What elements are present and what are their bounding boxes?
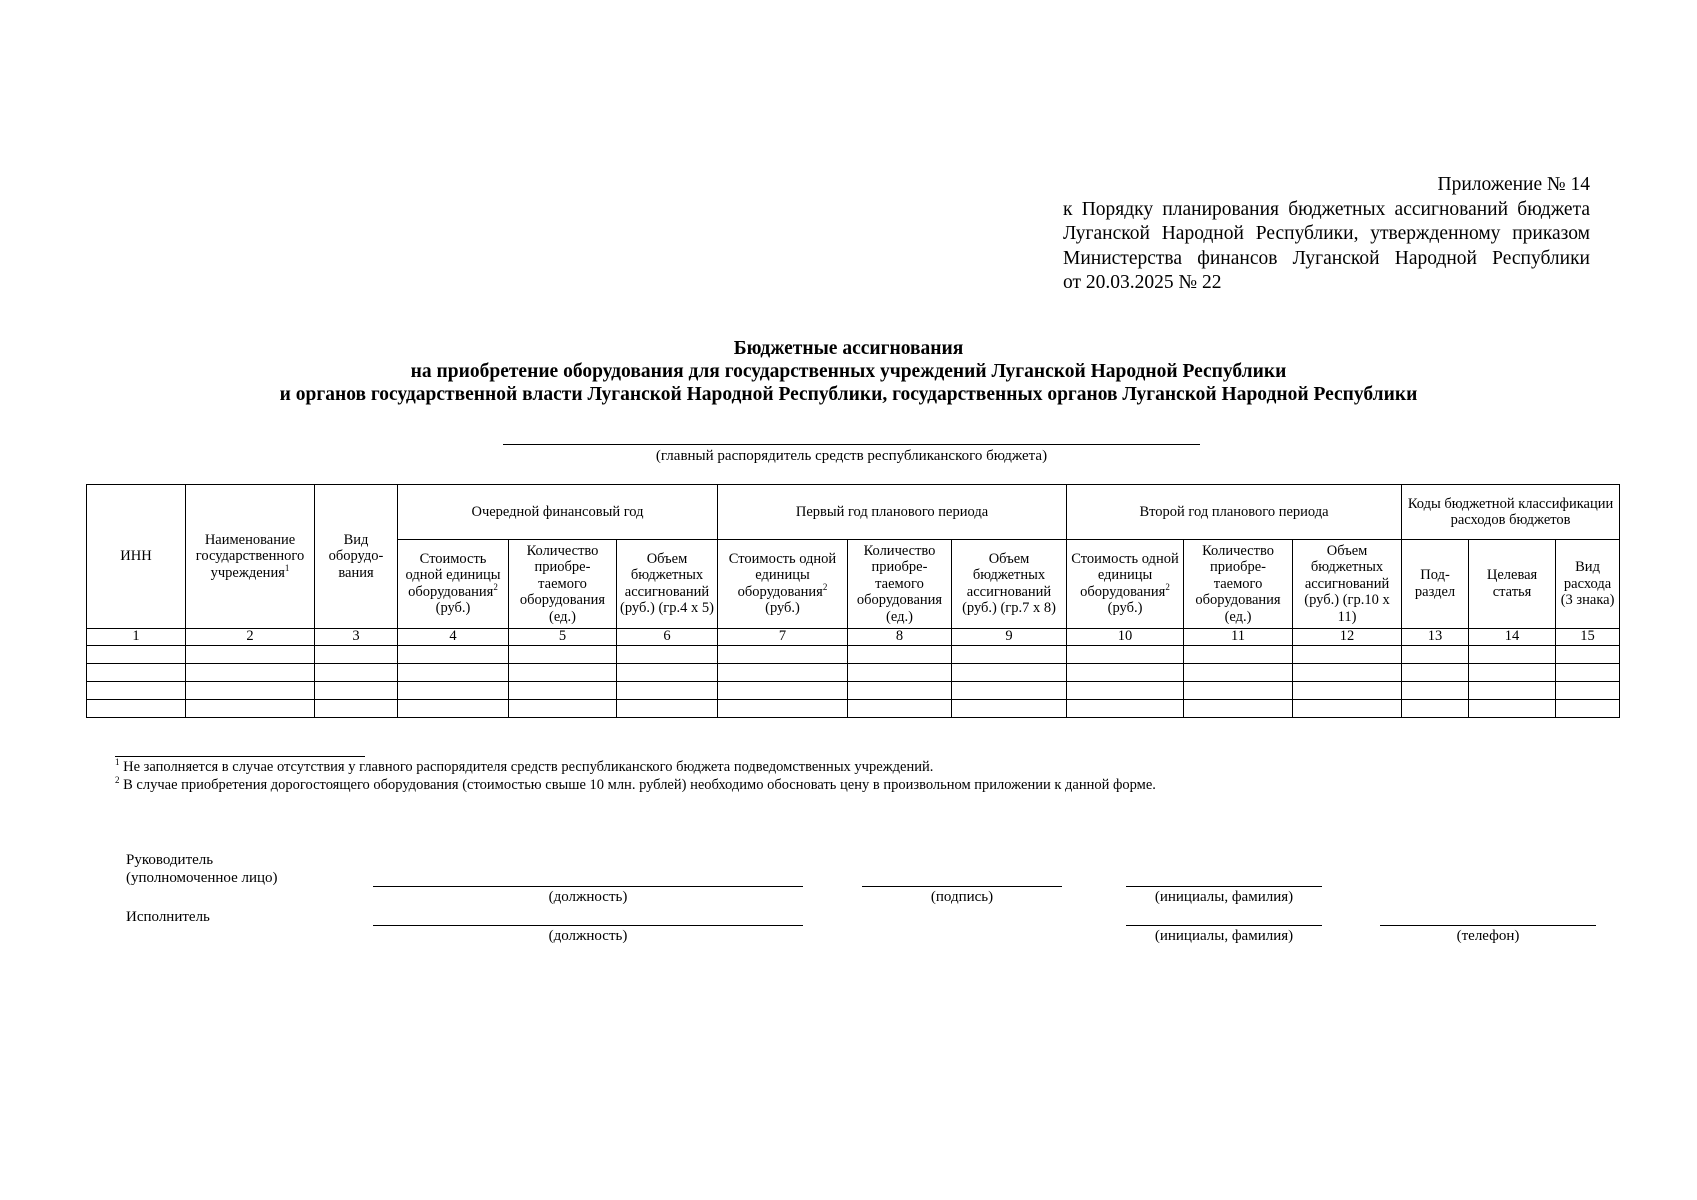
header-subsection: Под-раздел bbox=[1402, 540, 1469, 628]
table-cell[interactable] bbox=[186, 699, 315, 717]
table-cell[interactable] bbox=[1184, 681, 1293, 699]
title-line-2: на приобретение оборудования для государственных учреждений Луганской Народной Республики bbox=[410, 361, 1287, 382]
table-cell[interactable] bbox=[718, 699, 848, 717]
table-row bbox=[87, 645, 1620, 663]
column-numbers-row bbox=[87, 628, 1620, 645]
column-number: 10 bbox=[1067, 628, 1184, 645]
table-cell[interactable] bbox=[1067, 699, 1184, 717]
header-group-first-plan-year: Первый год планового периода bbox=[718, 485, 1067, 540]
title-line-3: и органов государственной власти Луганской Народной Республики, государственных органов Луганской Народной Республики bbox=[279, 384, 1418, 405]
head-initials-line[interactable] bbox=[1126, 886, 1322, 887]
table-cell[interactable] bbox=[315, 699, 398, 717]
column-number: 7 bbox=[718, 628, 848, 645]
column-number: 8 bbox=[848, 628, 952, 645]
column-number: 1 bbox=[87, 628, 186, 645]
header-quantity-2: Количество приобре-таемого оборудования (ед.) bbox=[848, 540, 952, 628]
column-number: 5 bbox=[509, 628, 617, 645]
table-cell[interactable] bbox=[1067, 681, 1184, 699]
table-cell[interactable] bbox=[718, 645, 848, 663]
column-number: 3 bbox=[315, 628, 398, 645]
executor-initials-line[interactable] bbox=[1126, 925, 1322, 926]
table-cell[interactable] bbox=[1067, 645, 1184, 663]
table-row bbox=[87, 699, 1620, 717]
head-position-caption: (должность) bbox=[548, 889, 628, 905]
header-group-current-year: Очередной финансовый год bbox=[398, 485, 718, 540]
table-cell[interactable] bbox=[1184, 699, 1293, 717]
distributor-caption: (главный распорядитель средств республиканского бюджета) bbox=[655, 448, 1048, 464]
table-cell[interactable] bbox=[617, 681, 718, 699]
head-position-line[interactable] bbox=[373, 886, 803, 887]
table-cell[interactable] bbox=[398, 645, 509, 663]
executor-phone-line[interactable] bbox=[1380, 925, 1596, 926]
header-group-budget-codes: Коды бюджетной классификации расходов бюджетов bbox=[1402, 485, 1620, 540]
footnotes bbox=[115, 758, 1515, 794]
header-expense-type: Вид расхода (3 знака) bbox=[1556, 540, 1620, 628]
header-quantity-1: Количество приобре-таемого оборудования (ед.) bbox=[509, 540, 617, 628]
table-cell[interactable] bbox=[1293, 681, 1402, 699]
header-inn: ИНН bbox=[87, 485, 186, 629]
table-cell[interactable] bbox=[87, 699, 186, 717]
table-cell[interactable] bbox=[1402, 699, 1469, 717]
header-equipment-type: Вид оборудо-вания bbox=[315, 485, 398, 629]
column-number: 13 bbox=[1402, 628, 1469, 645]
table-cell[interactable] bbox=[509, 699, 617, 717]
title-line-1: Бюджетные ассигнования bbox=[733, 338, 964, 359]
table-cell[interactable] bbox=[1184, 645, 1293, 663]
table-cell[interactable] bbox=[1067, 663, 1184, 681]
table-cell[interactable] bbox=[952, 681, 1067, 699]
table-cell[interactable] bbox=[952, 663, 1067, 681]
table-cell[interactable] bbox=[952, 699, 1067, 717]
appendix-line-1: к Порядку планирования бюджетных ассигнований бюджета bbox=[1063, 198, 1590, 220]
table-cell[interactable] bbox=[315, 663, 398, 681]
executor-position-caption: (должность) bbox=[548, 928, 628, 944]
table-cell[interactable] bbox=[315, 645, 398, 663]
table-cell[interactable] bbox=[509, 645, 617, 663]
head-label: Руководитель (уполномоченное лицо) bbox=[126, 852, 278, 886]
executor-label: Исполнитель bbox=[126, 909, 210, 925]
table-cell[interactable] bbox=[848, 681, 952, 699]
table-cell[interactable] bbox=[1556, 645, 1620, 663]
table-cell[interactable] bbox=[848, 663, 952, 681]
distributor-input-line[interactable] bbox=[503, 444, 1200, 445]
table-cell[interactable] bbox=[1293, 663, 1402, 681]
table-cell[interactable] bbox=[186, 645, 315, 663]
table-cell[interactable] bbox=[398, 699, 509, 717]
column-number: 2 bbox=[186, 628, 315, 645]
executor-initials-caption: (инициалы, фамилия) bbox=[1154, 928, 1294, 944]
column-number: 15 bbox=[1556, 628, 1620, 645]
table-cell[interactable] bbox=[509, 681, 617, 699]
footnote-ref-1: 1 bbox=[284, 562, 290, 573]
head-signature-line[interactable] bbox=[862, 886, 1062, 887]
table-cell[interactable] bbox=[1556, 699, 1620, 717]
table-cell[interactable] bbox=[1469, 663, 1556, 681]
column-number: 4 bbox=[398, 628, 509, 645]
executor-phone-caption: (телефон) bbox=[1456, 928, 1520, 944]
table-cell[interactable] bbox=[1184, 663, 1293, 681]
column-number: 6 bbox=[617, 628, 718, 645]
document-title bbox=[0, 337, 1697, 406]
table-row bbox=[87, 681, 1620, 699]
table-cell[interactable] bbox=[186, 663, 315, 681]
appendix-title: Приложение № 14 bbox=[1437, 174, 1590, 195]
table-cell[interactable] bbox=[87, 645, 186, 663]
table-cell[interactable] bbox=[509, 663, 617, 681]
table-cell[interactable] bbox=[1402, 645, 1469, 663]
table-cell[interactable] bbox=[1556, 663, 1620, 681]
header-group-second-plan-year: Второй год планового периода bbox=[1067, 485, 1402, 540]
header-institution-name: Наименование государственного учреждения$^1$ bbox=[186, 485, 315, 629]
column-number: 11 bbox=[1184, 628, 1293, 645]
table-cell[interactable] bbox=[1402, 663, 1469, 681]
appendix-line-2: Луганской Народной Республики, утвержденному приказом bbox=[1063, 223, 1590, 244]
executor-position-line[interactable] bbox=[373, 925, 803, 926]
header-quantity-3: Количество приобре-таемого оборудования (ед.) bbox=[1184, 540, 1293, 628]
header-unit-cost-1: Стоимость одной единицы оборудования$^2$ (руб.) bbox=[398, 540, 509, 628]
table-cell[interactable] bbox=[617, 663, 718, 681]
footnote-separator bbox=[115, 756, 365, 757]
table-cell[interactable] bbox=[617, 699, 718, 717]
table-cell[interactable] bbox=[718, 663, 848, 681]
budget-table bbox=[86, 484, 1620, 718]
table-row bbox=[87, 663, 1620, 681]
head-signature-caption: (подпись) bbox=[930, 889, 994, 905]
appendix-line-4: от 20.03.2025 № 22 bbox=[1063, 272, 1222, 293]
head-initials-caption: (инициалы, фамилия) bbox=[1154, 889, 1294, 905]
table-cell[interactable] bbox=[1402, 681, 1469, 699]
header-unit-cost-3: Стоимость одной единицы оборудования$^2$ (руб.) bbox=[1067, 540, 1184, 628]
header-volume-2: Объем бюджетных ассигнований (руб.) (гр.7 х 8) bbox=[952, 540, 1067, 628]
table-cell[interactable] bbox=[87, 663, 186, 681]
table-cell[interactable] bbox=[848, 699, 952, 717]
table-cell[interactable] bbox=[848, 645, 952, 663]
table-cell[interactable] bbox=[617, 645, 718, 663]
table-cell[interactable] bbox=[1556, 681, 1620, 699]
footnote-2: $^2$ В случае приобретения дорогостоящего оборудования (стоимостью свыше 10 млн. рублей) необходимо обосновать цену в произвольном приложении к данной форме. bbox=[115, 775, 1156, 793]
header-unit-cost-2: Стоимость одной единицы оборудования$^2$ (руб.) bbox=[718, 540, 848, 628]
table-cell[interactable] bbox=[398, 681, 509, 699]
table-cell[interactable] bbox=[398, 663, 509, 681]
table-cell[interactable] bbox=[186, 681, 315, 699]
column-number: 12 bbox=[1293, 628, 1402, 645]
appendix-header bbox=[1063, 173, 1590, 296]
table-cell[interactable] bbox=[315, 681, 398, 699]
table-cell[interactable] bbox=[1469, 681, 1556, 699]
table-cell[interactable] bbox=[1293, 645, 1402, 663]
table-cell[interactable] bbox=[718, 681, 848, 699]
column-number: 9 bbox=[952, 628, 1067, 645]
table-cell[interactable] bbox=[1469, 699, 1556, 717]
header-volume-3: Объем бюджетных ассигнований (руб.) (гр.10 х 11) bbox=[1293, 540, 1402, 628]
header-target-article: Целевая статья bbox=[1469, 540, 1556, 628]
table-cell[interactable] bbox=[1293, 699, 1402, 717]
appendix-line-3: Министерства финансов Луганской Народной Республики bbox=[1063, 247, 1590, 269]
column-number: 14 bbox=[1469, 628, 1556, 645]
table-cell[interactable] bbox=[952, 645, 1067, 663]
header-volume-1: Объем бюджетных ассигнований (руб.) (гр.4 х 5) bbox=[617, 540, 718, 628]
footnote-1: $^1$ Не заполняется в случае отсутствия у главного распорядителя средств республиканского бюджета подведомственных учреждений. bbox=[115, 757, 934, 775]
table-cell[interactable] bbox=[87, 681, 186, 699]
table-cell[interactable] bbox=[1469, 645, 1556, 663]
